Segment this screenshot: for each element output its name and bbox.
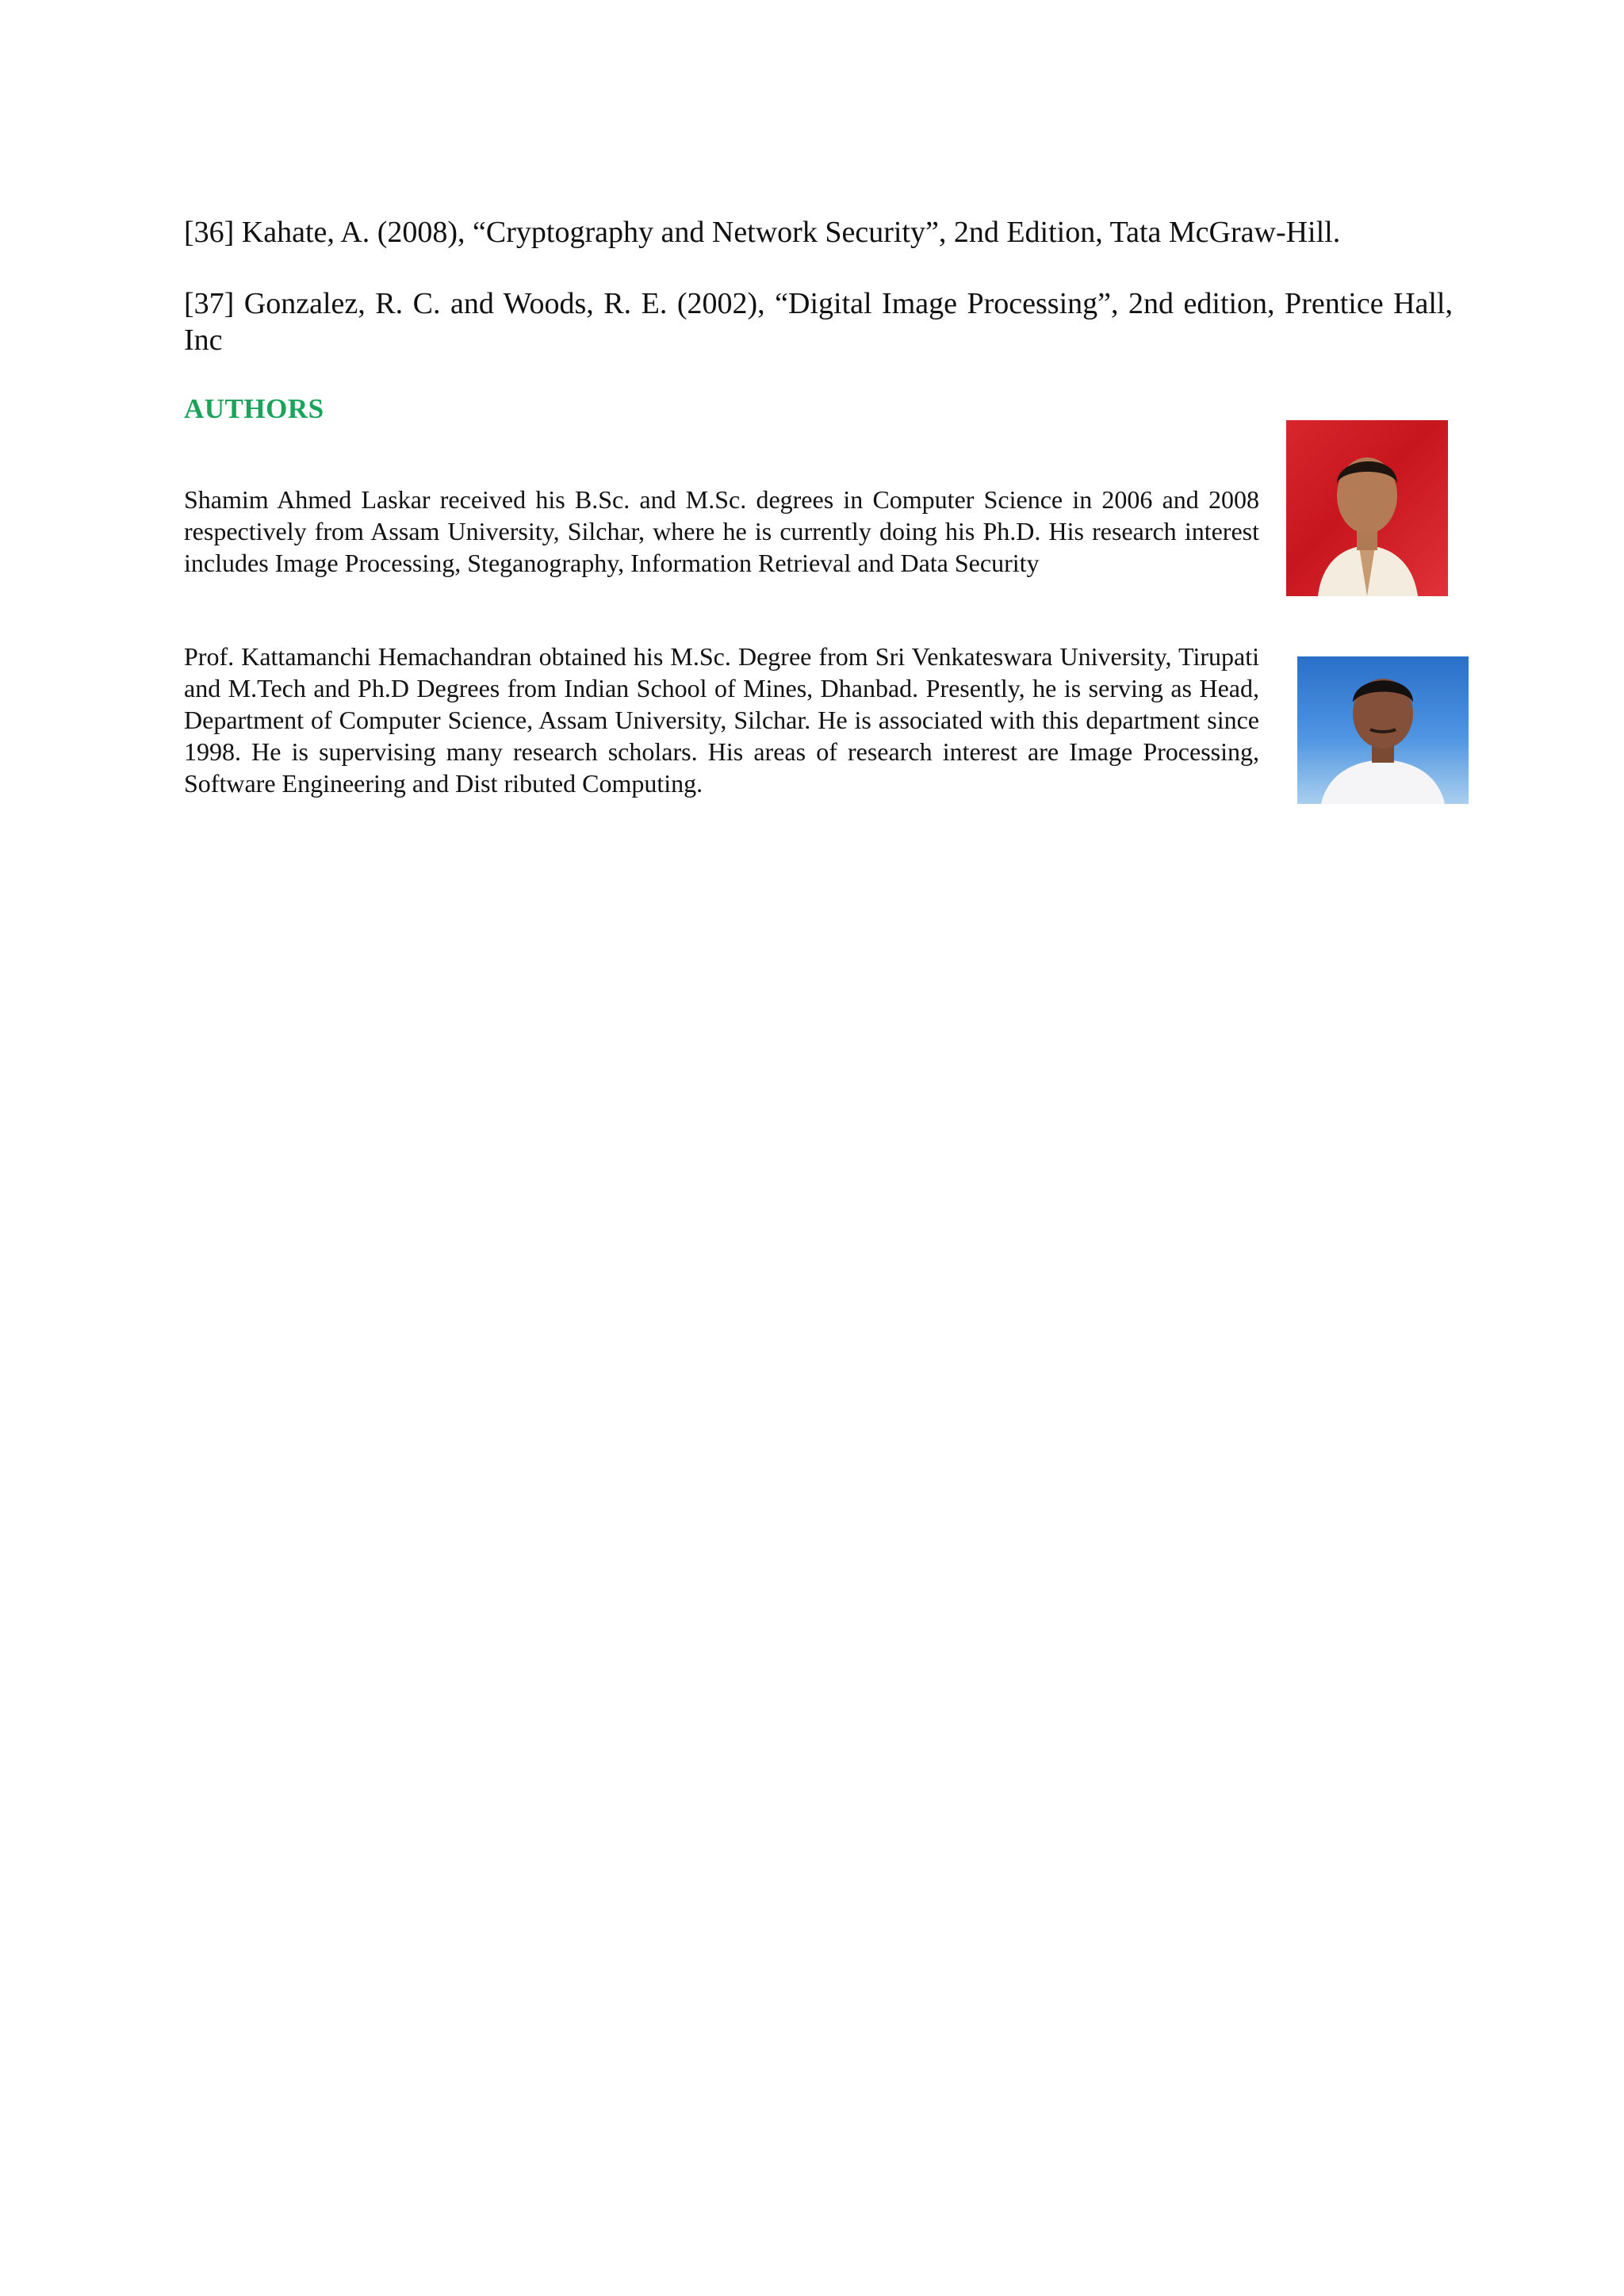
author-bio-hemachandran: Prof. Kattamanchi Hemachandran obtained his M.Sc. Degree from Sri Venkateswara University, Tirupati and M.Tech and Ph.D Degrees from Indian School of Mines, Dhanbad. Presently, he is serving as Head, Department of Computer Science, Assam University, Silchar. He is associated with this department since 1998. He is supervising many research scholars. His areas of research interest are Image Processing, Software Engineering and Dist ributed Computing. [184,642,1259,798]
reference-37: [37] Gonzalez, R. C. and Woods, R. E. (2002), “Digital Image Processing”, 2nd edition, Prentice Hall, Inc [184,287,1453,357]
author-photo-laskar [1286,420,1448,596]
reference-36: [36] Kahate, A. (2008), “Cryptography and Network Security”, 2nd Edition, Tata McGraw-Hill. [184,216,1341,249]
author-bio-laskar: Shamim Ahmed Laskar received his B.Sc. and M.Sc. degrees in Computer Science in 2006 and 2008 respectively from Assam University, Silchar, where he is currently doing his Ph.D. His research interest includes Image Processing, Steganography, Information Retrieval and Data Security [184,485,1259,577]
author-photo-hemachandran [1297,656,1469,804]
authors-heading: AUTHORS [184,393,324,424]
